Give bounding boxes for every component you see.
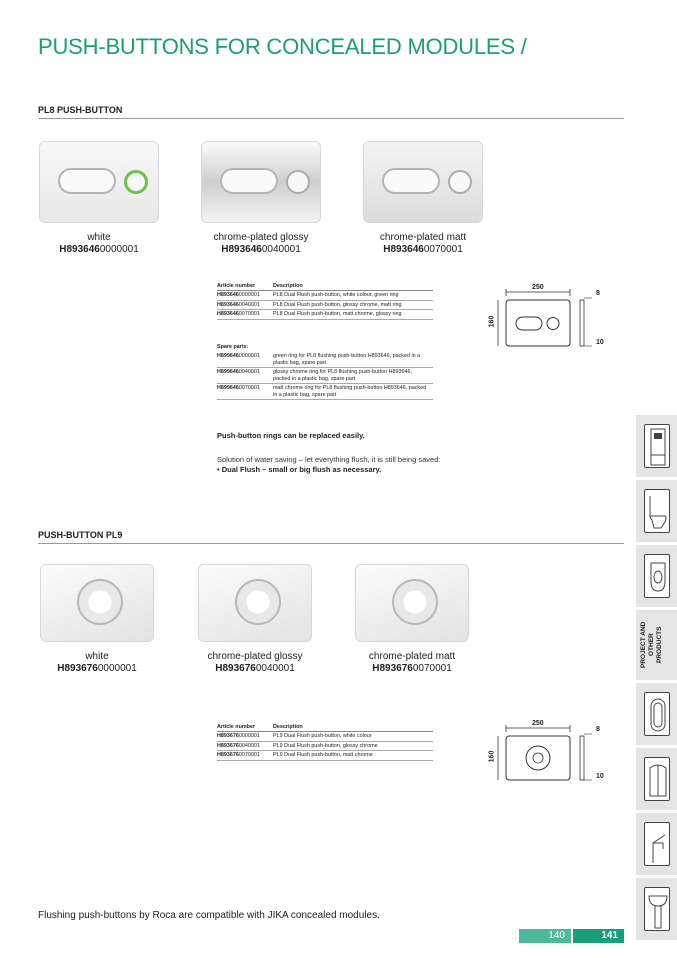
product-caption: chrome-plated glossy [207,651,303,662]
pl8-dimension-drawing [486,284,616,354]
dim-depth: 8 [596,726,600,733]
page-number-right: 141 [573,929,624,943]
tab-faucets[interactable] [636,813,677,875]
dim-offset: 10 [596,773,604,780]
product-code: H8936760040001 [215,663,295,674]
tab-concealed-modules[interactable] [636,415,677,477]
dim-height: 160 [488,750,496,763]
pl9-product-chrome-glossy [180,564,330,675]
col-article-number: Article number [217,283,273,291]
pl8-chrome-matt-image [363,141,483,223]
dim-width: 250 [532,284,544,291]
pl9-chrome-glossy-image [198,564,312,642]
product-code: H8936460000001 [59,244,139,255]
tab-toilets[interactable] [636,480,677,542]
note-rings: Push-button rings can be replaced easily. [217,431,365,440]
table-row: H8936760000001 PL9 Dual Flush push-button, white colour [217,732,433,742]
tab-shower-enclosures[interactable] [636,748,677,810]
pl8-heading: PL8 PUSH-BUTTON [38,105,123,115]
shower-enclosure-icon [644,757,670,801]
pl8-white-image [39,141,159,223]
pl8-product-white [24,141,174,256]
table-row: H8936460040001 PL8 Dual Flush push-button, glossy chrome, matt ring [217,300,433,310]
product-caption: white [87,232,111,243]
table-row: H8936460000001 PL8 Dual Flush push-button, white colour, green ring [217,291,433,301]
pl9-product-chrome-matt [337,564,487,675]
page-title: PUSH-BUTTONS FOR CONCEALED MODULES / [38,34,527,59]
concealed-module-icon [644,424,670,468]
bathtub-icon [644,692,670,736]
toilet-icon [644,489,670,533]
col-description: Description [273,283,433,291]
product-caption: chrome-plated glossy [213,232,309,243]
table-row: H8936760070001 PL9 Dual Flush push-button, matt chrome [217,751,433,761]
pl9-article-table [217,724,433,761]
page-number-left: 140 [519,929,571,943]
col-description: Description [273,724,433,732]
table-row: H8996460000001 green ring for PL8 flushing push-button H893646, packed in a plastic bag, spare part [217,352,433,368]
pl8-article-table [217,283,433,320]
dim-width: 250 [532,720,544,727]
product-caption: white [85,651,109,662]
dim-height: 160 [488,315,496,328]
note-dual-flush: • Dual Flush – small or big flush as necessary. [217,465,382,474]
pl8-divider [38,118,624,119]
pl9-product-white [22,564,172,675]
product-code: H8936760000001 [57,663,137,674]
col-article-number: Article number [217,724,273,732]
product-caption: chrome-plated matt [368,651,456,662]
washbasin-icon [644,887,670,931]
dim-depth: 8 [596,290,600,297]
dim-offset: 10 [596,339,604,346]
urinal-icon [644,554,670,598]
compatibility-note: Flushing push-buttons by Roca are compatible with JIKA concealed modules. [38,910,380,921]
pl9-white-image [40,564,154,642]
pl9-dimension-drawing [486,720,616,788]
pl9-divider [38,543,624,544]
category-side-tabs [636,415,677,943]
pl8-product-chrome-glossy [186,141,336,256]
tab-bathtubs[interactable] [636,683,677,745]
pl9-heading: PUSH-BUTTON PL9 [38,530,123,540]
faucet-icon [644,822,670,866]
pl8-product-chrome-matt [348,141,498,256]
note-water-saving: Solution of water saving – let everything flush, it is still being saved: [217,455,441,464]
product-code: H8936460070001 [383,244,463,255]
product-code: H8936760070001 [372,663,452,674]
pl8-spare-parts-table [217,352,433,400]
pl9-chrome-matt-image [355,564,469,642]
tab-project-other-products[interactable] [636,610,677,680]
table-row: H8996460040001 glossy chrome ring for PL8 flushing push-button H893646, packed in a plastic bag, spare part [217,368,433,384]
table-row: H8996460070001 matt chrome ring for PL8 flushing push-button H893646, packed in a plastic bag, spare part [217,384,433,400]
table-row: H8936460070001 PL8 Dual Flush push-button, matt chrome, glossy ring [217,310,433,320]
table-row: H8936760040001 PL9 Dual Flush push-button, glossy chrome [217,741,433,751]
product-code: H8936460040001 [221,244,301,255]
product-caption: chrome-plated matt [379,232,467,243]
spare-parts-heading: Spare parts: [217,344,249,350]
tab-washbasins[interactable] [636,878,677,940]
pl8-chrome-glossy-image [201,141,321,223]
tab-label: PROJECT AND OTHER PRODUCTS [640,621,663,669]
tab-urinals[interactable] [636,545,677,607]
